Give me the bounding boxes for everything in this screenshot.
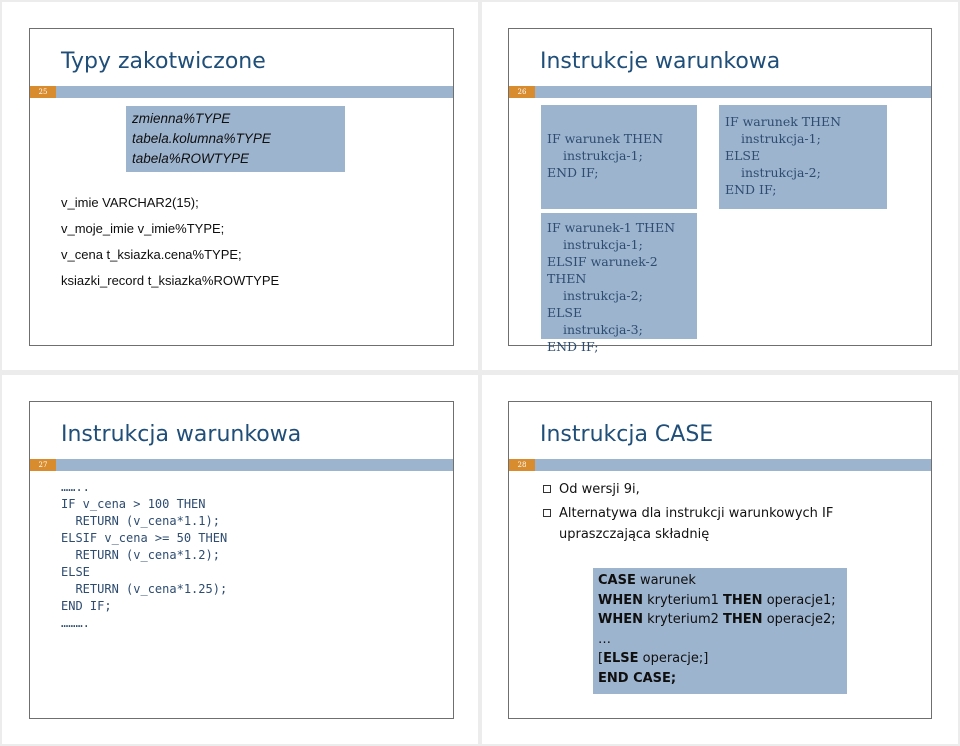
code-line: ELSIF v_cena >= 50 THEN <box>61 531 228 545</box>
bullet-text: Od wersji 9i, <box>559 482 640 497</box>
anchored-types-box <box>126 106 345 172</box>
title-bar <box>509 86 931 98</box>
case-line <box>598 610 842 630</box>
bullet-text: Alternatywa dla instrukcji warunkowych IF upraszczająca składnię <box>559 506 834 542</box>
keyword: WHEN <box>598 612 643 627</box>
slide-number: 27 <box>30 459 56 471</box>
title-bar <box>30 86 453 98</box>
square-bullet-icon <box>543 509 551 517</box>
keyword: ELSE <box>603 651 639 666</box>
code-line: END IF; <box>547 339 599 354</box>
code-line: instrukcja-2; <box>741 165 821 180</box>
box-line: zmienna%TYPE <box>132 111 231 126</box>
title-bar <box>509 459 931 471</box>
bullet-item <box>543 479 903 500</box>
code-line: END IF; <box>61 599 112 613</box>
code-line: …….. <box>61 480 90 494</box>
slide-number: 26 <box>509 86 535 98</box>
slide-25 <box>29 28 454 346</box>
case-text: operacje1; <box>762 592 836 608</box>
title-bar <box>30 459 453 471</box>
code-line: ELSE <box>725 148 761 163</box>
if-then-box <box>541 105 697 209</box>
slide-title: Instrukcja CASE <box>540 422 714 447</box>
code-line: instrukcja-1; <box>563 148 643 163</box>
declaration-line: v_moje_imie v_imie%TYPE; <box>61 221 225 236</box>
case-line: … <box>598 631 611 647</box>
slide-26 <box>508 28 932 354</box>
code-line: END IF; <box>547 165 599 180</box>
case-line <box>598 669 842 689</box>
code-line: ELSE <box>61 565 90 579</box>
case-text: kryterium2 <box>642 612 724 627</box>
slide-28 <box>508 401 932 719</box>
keyword: WHEN <box>598 592 643 608</box>
declaration-line: v_imie VARCHAR2(15); <box>61 195 199 210</box>
code-line: instrukcja-3; <box>563 322 643 337</box>
declaration-line: ksiazki_record t_ksiazka%ROWTYPE <box>61 273 280 288</box>
keyword: THEN <box>723 612 763 627</box>
code-block <box>61 479 227 632</box>
box-line: tabela.kolumna%TYPE <box>132 131 271 146</box>
code-line: END IF; <box>725 182 777 197</box>
code-line: RETURN (v_cena*1.1); <box>61 514 220 528</box>
case-text: operacje;] <box>638 651 709 666</box>
keyword: CASE <box>598 573 636 588</box>
square-bullet-icon <box>543 485 551 493</box>
slide-27 <box>29 401 454 719</box>
code-line: RETURN (v_cena*1.25); <box>61 582 228 596</box>
code-line: IF warunek THEN <box>725 114 842 129</box>
code-line: instrukcja-1; <box>741 131 821 146</box>
case-text: kryterium1 <box>642 592 724 608</box>
case-text: [ <box>598 651 604 666</box>
case-line <box>598 571 842 591</box>
slide-number: 28 <box>509 459 535 471</box>
if-else-box <box>719 105 887 209</box>
code-line: RETURN (v_cena*1.2); <box>61 548 220 562</box>
slide-number: 25 <box>30 86 56 98</box>
bullet-item <box>543 503 863 545</box>
box-line: tabela%ROWTYPE <box>132 151 250 166</box>
code-line: IF warunek THEN <box>547 131 664 146</box>
case-text: warunek <box>635 573 696 588</box>
code-line: IF warunek-1 THEN <box>547 220 676 235</box>
code-line: ………. <box>61 616 90 630</box>
keyword: THEN <box>723 592 763 608</box>
slide-title: Instrukcja warunkowa <box>61 422 302 447</box>
slide-title: Typy zakotwiczone <box>61 49 266 74</box>
case-syntax-box <box>593 568 847 694</box>
if-elsif-box <box>541 213 697 354</box>
keyword: END CASE; <box>598 670 677 686</box>
slide-title: Instrukcje warunkowa <box>540 49 781 74</box>
case-text: operacje2; <box>762 612 836 627</box>
code-line: ELSIF warunek-2 THEN <box>547 254 658 286</box>
case-line <box>598 591 842 611</box>
code-line: instrukcja-1; <box>563 237 643 252</box>
code-line: ELSE <box>547 305 583 320</box>
code-line: IF v_cena > 100 THEN <box>61 497 206 511</box>
code-line: instrukcja-2; <box>563 288 643 303</box>
declaration-line: v_cena t_ksiazka.cena%TYPE; <box>61 247 242 262</box>
case-line <box>598 649 842 669</box>
